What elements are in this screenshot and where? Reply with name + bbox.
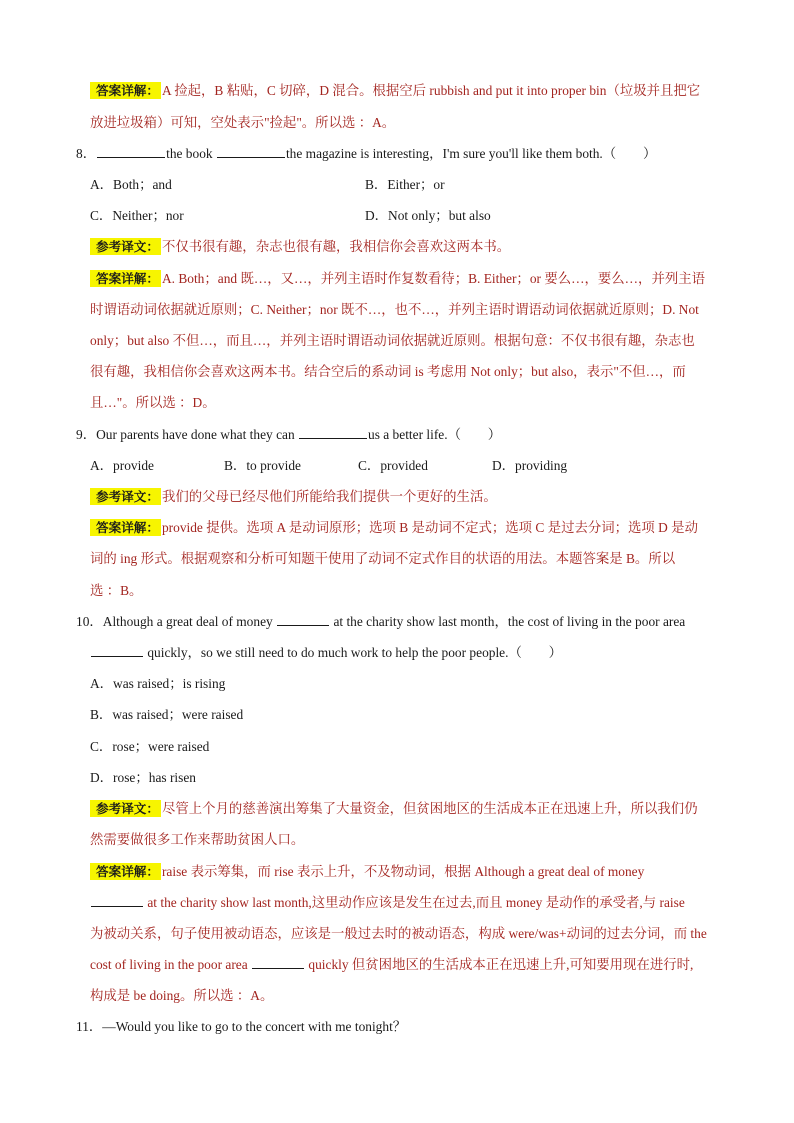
q10-analysis-line-2: at the charity show last month,这里动作应该是发生在过去,而且 money 是动作的承受者,与 raise [90,893,685,913]
q10-option-c: C．rose；were raised [90,739,210,754]
answer-blank [299,426,367,439]
q11-stem: 11．—Would you like to go to the concert with me tonight？ [76,1019,407,1034]
q10-option-a: A．was raised；is rising [90,676,226,691]
q7-analysis-line-1: 答案详解： A 捡起，B 粘贴，C 切碎，D 混合。根据空后 rubbish and put it into proper bin（垃圾并且把它 [90,81,700,101]
analysis-label: 答案详解： [90,82,161,99]
answer-blank [97,145,165,158]
q10-stem-line-2: quickly，so we still need to do much work to help the poor people.（ ） [90,643,562,663]
q10-stem-line-1: 10．Although a great deal of money at the charity show last month，the cost of living in the poor area [76,614,686,629]
q9-option-b: B．to provide [224,458,301,473]
q8-analysis-line-1: 答案详解： A. Both；and 既…，又…，并列主语时作复数看待；B. Either；or 要么…，要么…，并列主语 [90,269,705,289]
q10-translation-line-1: 参考译文： 尽管上个月的慈善演出筹集了大量资金，但贫困地区的生活成本正在迅速上升，所以我们仍 [90,799,698,819]
q10-translation-line-2: 然需要做很多工作来帮助贫困人口。 [90,832,305,847]
q9-analysis-line-1: 答案详解： provide 提供。选项 A 是动词原形；选项 B 是动词不定式；选项 C 是过去分词；选项 D 是动 [90,518,698,538]
q9-analysis-line-2: 词的 ing 形式。根据观察和分析可知题干使用了动词不定式作目的状语的用法。本题答案是 B。所以 [90,551,676,566]
q8-analysis-line-5: 且…"。所以选 ：D。 [90,395,216,410]
q9-analysis-line-3: 选 ：B。 [90,583,143,598]
q9-translation: 参考译文： 我们的父母已经尽他们所能给我们提供一个更好的生活。 [90,487,497,507]
answer-blank [217,145,285,158]
analysis-label: 答案详解： [90,519,161,536]
translation-label: 参考译文： [90,488,161,505]
translation-label: 参考译文： [90,238,161,255]
answer-blank [252,956,304,969]
q8-options-row-2 [90,206,491,226]
q10-analysis-line-1: 答案详解： raise 表示筹集，而 rise 表示上升，不及物动词，根据 Although a great deal of money [90,862,644,882]
q8-option-a: A．Both；and [90,177,172,192]
q8-analysis-line-3: only；but also 不但…，而且…，并列主语时谓语动词依据就近原则。根据句意：不仅书很有趣，杂志也 [90,333,695,348]
translation-label: 参考译文： [90,800,161,817]
q10-option-d: D．rose；has risen [90,770,196,785]
analysis-label: 答案详解： [90,863,161,880]
answer-blank [91,894,143,907]
answer-blank [277,613,329,626]
q7-analysis-line-2: 放进垃圾箱）可知，空处表示"捡起"。所以选 ：A。 [90,115,396,130]
q10-option-b: B．was raised；were raised [90,707,244,722]
analysis-label: 答案详解： [90,270,161,287]
q9-option-d: D．providing [492,458,568,473]
answer-blank [91,644,143,657]
q9-option-c: C．provided [358,458,428,473]
q8-options-row-1 [90,175,445,195]
q9-stem: 9．Our parents have done what they can us a better life.（ ） [76,427,502,442]
q8-option-b: B．Either；or [365,177,445,192]
q9-option-a: A．provide [90,458,154,473]
q8-analysis-line-2: 时谓语动词依据就近原则；C. Neither；nor 既不…，也不…，并列主语时谓语动词依据就近原则；D. Not [90,302,699,317]
q9-options [90,456,567,476]
q8-option-c: C．Neither；nor [90,208,184,223]
q8-option-d: D．Not only；but also [365,208,491,223]
q8-translation: 参考译文： 不仅书很有趣，杂志也很有趣，我相信你会喜欢这两本书。 [90,237,510,257]
q10-analysis-line-4: cost of living in the poor area quickly 但贫困地区的生活成本正在迅速上升,可知要用现在进行时, [90,957,694,972]
q8-analysis-line-4: 很有趣，我相信你会喜欢这两本书。结合空后的系动词 is 考虑用 Not only；but also，表示"不但…，而 [90,364,686,379]
q10-analysis-line-3: 为被动关系，句子使用被动语态，应该是一般过去时的被动语态，构成 were/was+动词的过去分词，而 the [90,926,707,941]
q8-stem: 8． the book the magazine is interesting，I'm sure you'll like them both.（ ） [76,146,657,161]
q10-analysis-line-5: 构成是 be doing。所以选 ：A。 [90,988,274,1003]
